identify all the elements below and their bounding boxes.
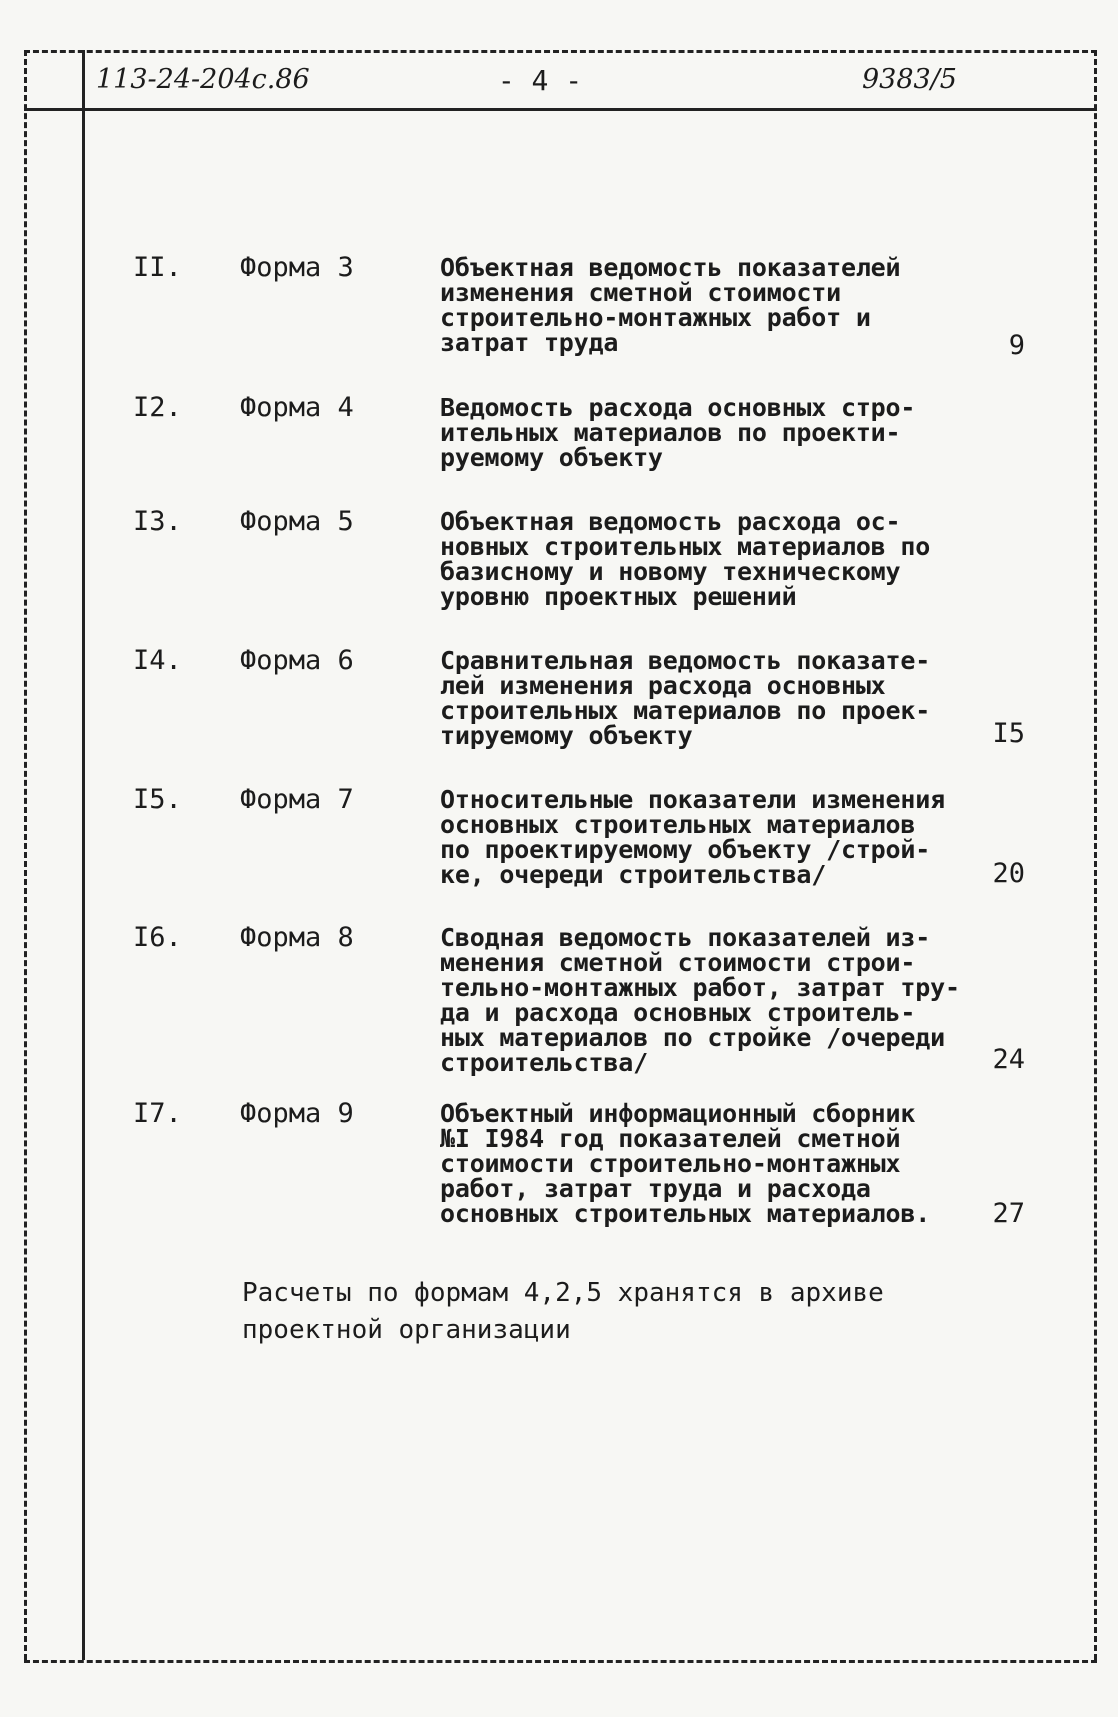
entry-page: I5 (992, 718, 1025, 749)
entry-form: Форма 7 (240, 784, 354, 815)
entry-number: I2. (133, 392, 182, 423)
page-number: - 4 - (497, 64, 583, 97)
entry-form: Форма 3 (240, 252, 354, 283)
entry-form: Форма 8 (240, 922, 354, 953)
entry-number: I4. (133, 645, 182, 676)
entry-description: Сравнительная ведомость показате- лей изменения расхода основных строительных материалов по проек- тируемому объекту (440, 646, 931, 750)
archive-note: Расчеты по формам 4,2,5 хранятся в архиве проектной организации (242, 1278, 884, 1345)
entry-number: I6. (133, 922, 182, 953)
entry-page: 27 (992, 1198, 1025, 1229)
header-rule (24, 108, 1097, 111)
frame-left-binding-line (82, 50, 85, 1660)
entry-form: Форма 4 (240, 392, 354, 423)
entry-description: Ведомость расхода основных стро- ительных материалов по проекти- руемому объекту (440, 393, 916, 472)
entry-page: 20 (992, 858, 1025, 889)
entry-page: 24 (992, 1044, 1025, 1075)
entry-number: I3. (133, 506, 182, 537)
entry-number: I7. (133, 1098, 182, 1129)
frame-top-line (24, 50, 1097, 53)
entry-description: Относительные показатели изменения основных строительных материалов по проектируемому объекту /строй- ке, очереди строительства/ (440, 785, 945, 889)
entry-description: Сводная ведомость показателей из- менения сметной стоимости строи- тельно-монтажных работ, затрат тру- да и расхода основных строитель- ных материалов по стройке /очереди строительства/ (440, 923, 960, 1077)
entry-number: II. (133, 252, 182, 283)
entry-form: Форма 6 (240, 645, 354, 676)
entry-number: I5. (133, 784, 182, 815)
entry-form: Форма 9 (240, 1098, 354, 1129)
entry-description: Объектная ведомость расхода ос- новных строительных материалов по базисному и новому техническому уровню проектных решений (440, 507, 931, 611)
entry-description: Объектная ведомость показателей изменения сметной стоимости строительно-монтажных работ и затрат труда (440, 253, 901, 357)
entry-page: 9 (1008, 330, 1025, 361)
document-code: 113-24-204с.86 (96, 64, 310, 95)
frame-bottom-line (24, 1660, 1097, 1663)
entry-description: Объектный информационный сборник №I I984 год показателей сметной стоимости строительно-монтажных работ, затрат труда и расхода основных строительных материалов. (440, 1099, 931, 1228)
entry-form: Форма 5 (240, 506, 354, 537)
frame-left-outer-line (24, 50, 27, 1660)
frame-right-line (1094, 50, 1097, 1660)
sheet-number: 9383/5 (862, 64, 957, 95)
